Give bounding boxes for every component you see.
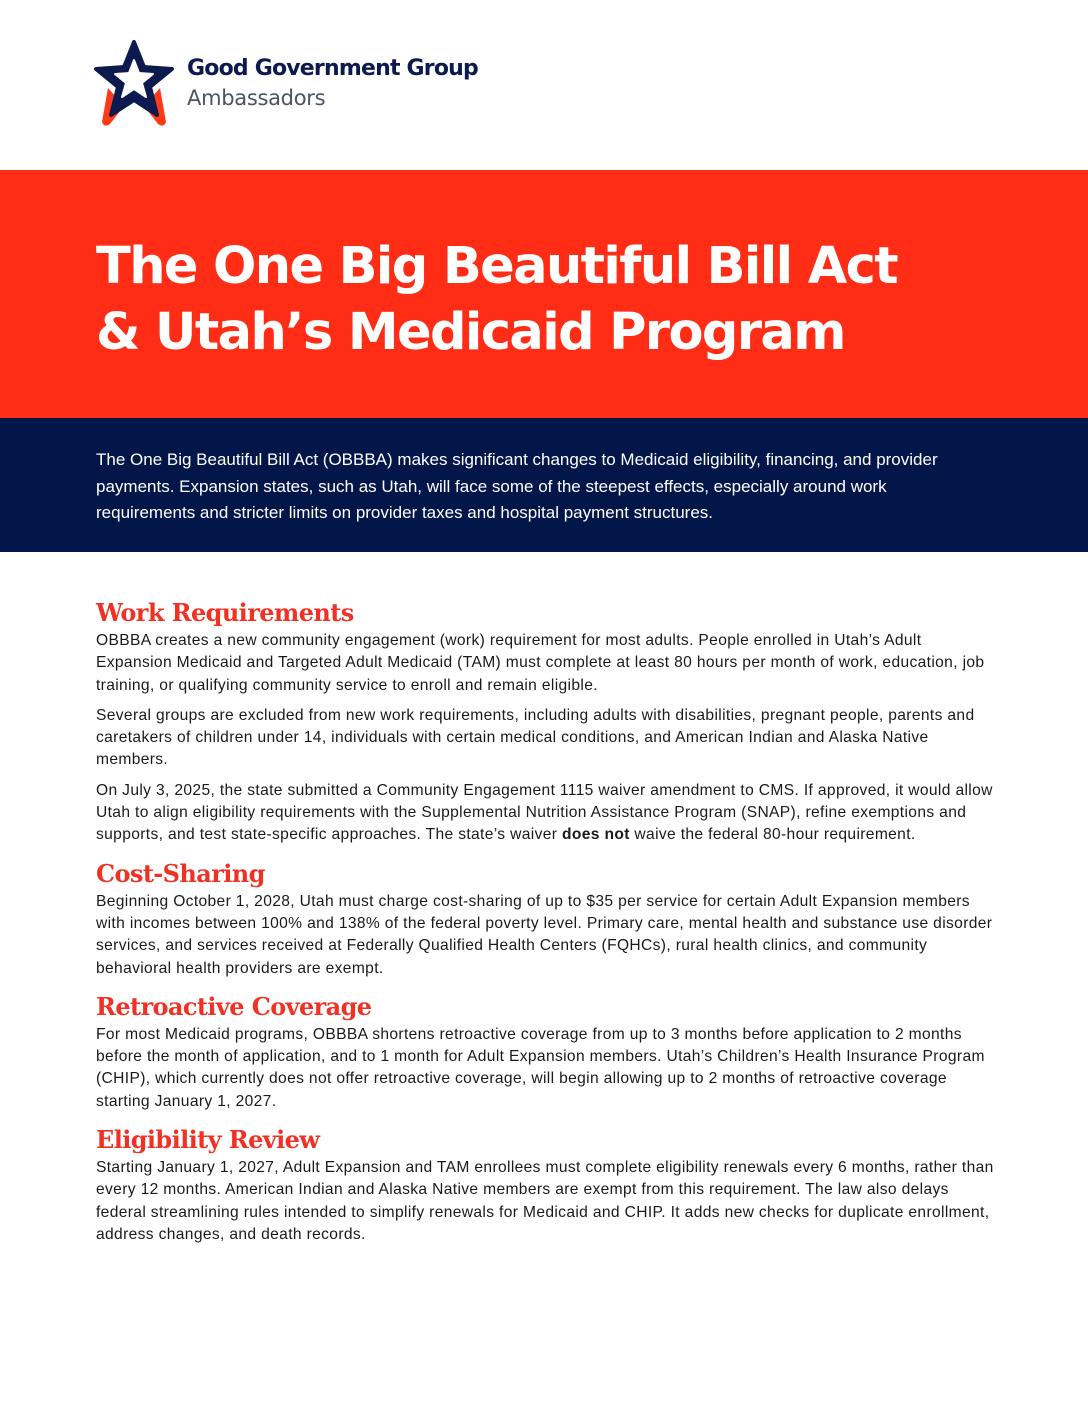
paragraph: For most Medicaid programs, OBBBA shortens retroactive coverage from up to 3 months before application to 2 months before the month of application, and to 1 month for Adult Expansion members. Utah’s Children’s Health Insurance Program (CHIP), which currently does not offer retroactive coverage, will begin allowing up to 2 months of retroactive coverage starting January 1, 2027. bbox=[96, 1025, 985, 1110]
page-header bbox=[0, 0, 1088, 170]
section-heading: Cost-Sharing bbox=[96, 858, 265, 888]
waiver-text-before: On July 3, 2025, the state submitted a Community Engagement 1115 waiver amendment to CMS. If approved, it would allow Utah to align eligibility requirements with the Supplemental Nutrition Assistance Program (SNAP), refine exemptions and supports, and test state-specific approaches. The state’s waiver bbox=[96, 781, 993, 844]
brand-name-primary: Good Government Group bbox=[187, 56, 478, 81]
section-cost-sharing bbox=[96, 857, 996, 980]
section-heading: Retroactive Coverage bbox=[96, 991, 372, 1021]
section-heading: Work Requirements bbox=[96, 598, 354, 627]
emphasis-does-not: does not bbox=[561, 826, 630, 844]
title-line-2: & Utah’s Medicaid Program bbox=[96, 303, 845, 362]
brand-name-secondary: Ambassadors bbox=[187, 86, 326, 110]
section-heading: Eligibility Review bbox=[96, 1125, 320, 1155]
title-line-1: The One Big Beautiful Bill Act bbox=[96, 237, 897, 296]
brand-name bbox=[187, 54, 478, 112]
paragraph: Several groups are excluded from new work requirements, including adults with disabilities, pregnant people, parents and caretakers of children under 14, individuals with certain medical conditions, and American Indian and Alaska Native members. bbox=[96, 706, 975, 769]
star-logo-icon bbox=[94, 40, 174, 130]
waiver-text-after: waive the federal 80-hour requirement. bbox=[629, 826, 916, 844]
paragraph: OBBBA creates a new community engagement (work) requirement for most adults. People enrolled in Utah’s Adult Expansion Medicaid and Targeted Adult Medicaid (TAM) must complete at least 80 hours per month of work, education, job training, or qualifying community service to enroll and remain eligible. bbox=[96, 632, 985, 694]
waiver-paragraph bbox=[96, 780, 996, 847]
intro-text: The One Big Beautiful Bill Act (OBBBA) makes significant changes to Medicaid eligibility, financing, and provider payments. Expansion states, such as Utah, will face some of the steepest effects, especially around work requirements and stricter limits on provider taxes and hospital payment structures. bbox=[96, 450, 938, 522]
section-eligibility-review bbox=[96, 1123, 996, 1246]
paragraph: Starting January 1, 2027, Adult Expansion and TAM enrollees must complete eligibility renewals every 6 months, rather than every 12 months. American Indian and Alaska Native members are exempt from this requirement. The law also delays federal streamlining rules intended to simplify renewals for Medicaid and CHIP. It adds new checks for duplicate enrollment, address changes, and death records. bbox=[96, 1159, 994, 1243]
section-work-requirements bbox=[96, 596, 996, 847]
paragraph: Beginning October 1, 2028, Utah must charge cost-sharing of up to $35 per service for certain Adult Expansion members with incomes between 100% and 138% of the federal poverty level. Primary care, mental health and substance use disorder services, and services received at Federally Qualified Health Centers (FQHCs), rural health clinics, and community behavioral health providers are exempt. bbox=[96, 892, 993, 977]
document-body bbox=[96, 596, 996, 1256]
section-retroactive-coverage bbox=[96, 990, 996, 1113]
document-title bbox=[96, 234, 897, 366]
